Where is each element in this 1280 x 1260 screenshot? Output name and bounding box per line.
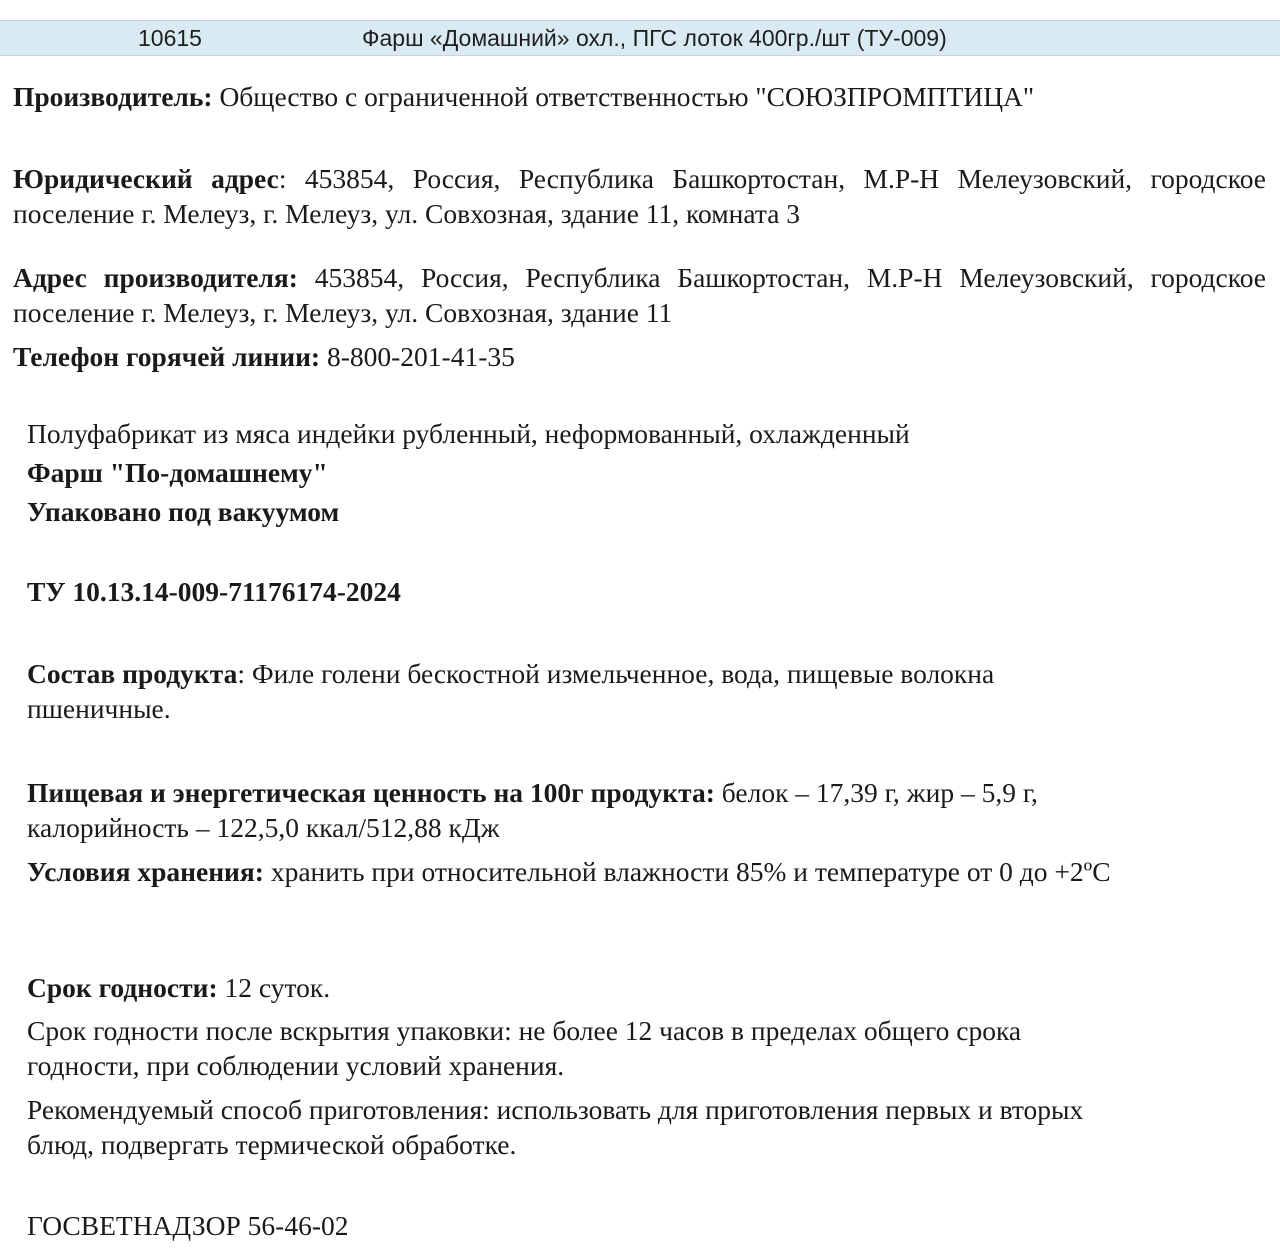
- technical-specification: [27, 574, 1137, 609]
- legal-address-label: Юридический адрес: [13, 163, 279, 194]
- production-address-value: 453854, Россия, Республика Башкортостан, М.Р-Н Мелеузовский, городское поселение г. Мелеуз, г. Мелеуз, ул. Совхозная, здание 11: [13, 262, 1267, 328]
- packaging-note: [27, 494, 1137, 529]
- product-code: 10615: [138, 25, 202, 51]
- vet-supervision: ГОСВЕТНАДЗОР 56-46-02: [27, 1210, 349, 1241]
- composition-label: Состав продукта: [27, 658, 238, 689]
- manufacturer-line: [13, 79, 1266, 114]
- production-address-label: Адрес производителя:: [13, 262, 298, 293]
- legal-address-block: [13, 161, 1266, 231]
- shelf-life-label: Срок годности:: [27, 972, 218, 1003]
- composition-block: [27, 656, 1137, 726]
- shelf-life-line: [27, 970, 1137, 1005]
- legal-address-value: : 453854, Россия, Республика Башкортостан, М.Р-Н Мелеузовский, городское поселение г. Мелеуз, г. Мелеуз, ул. Совхозная, здание 11, комната 3: [13, 163, 1267, 229]
- hotline-value: 8-800-201-41-35: [326, 341, 515, 372]
- hotline-label: Телефон горячей линии:: [13, 341, 321, 372]
- recommended-use-note: Рекомендуемый способ приготовления: использовать для приготовления первых и вторых блюд, подвергать термической обработке.: [27, 1094, 1084, 1160]
- manufacturer-label: Производитель:: [13, 81, 213, 112]
- storage-label: Условия хранения:: [27, 856, 264, 887]
- manufacturer-value: Общество с ограниченной ответственностью "СОЮЗПРОМПТИЦА": [219, 81, 1035, 112]
- after-opening-note: Срок годности после вскрытия упаковки: не более 12 часов в пределах общего срока годности, при соблюдении условий хранения.: [27, 1015, 1022, 1081]
- nutrition-block: [27, 775, 1137, 845]
- nutrition-label: Пищевая и энергетическая ценность на 100г продукта:: [27, 777, 715, 808]
- production-address-block: [13, 260, 1266, 330]
- tu-text: ТУ 10.13.14-009-71176174-2024: [27, 576, 401, 607]
- storage-block: [27, 854, 1137, 889]
- product-name: [27, 455, 1137, 490]
- shelf-life-value: 12 суток.: [224, 972, 331, 1003]
- product-description: Полуфабрикат из мяса индейки рубленный, неформованный, охлажденный: [27, 418, 910, 449]
- composition-value: : Филе голени бескостной измельченное, вода, пищевые волокна пшеничные.: [27, 658, 995, 724]
- nutrition-value: белок – 17,39 г, жир – 5,9 г, калорийность – 122,5,0 ккал/512,88 кДж: [27, 777, 1038, 843]
- storage-value: хранить при относительной влажности 85% и температуре от 0 до +2ºС: [270, 856, 1111, 887]
- packaging-text: Упаковано под вакуумом: [27, 496, 340, 527]
- hotline-line: [13, 339, 1266, 374]
- product-header-bar: [0, 20, 1280, 56]
- product-name-text: Фарш "По-домашнему": [27, 457, 328, 488]
- product-title: Фарш «Домашний» охл., ПГС лоток 400гр./шт (ТУ-009): [362, 25, 947, 51]
